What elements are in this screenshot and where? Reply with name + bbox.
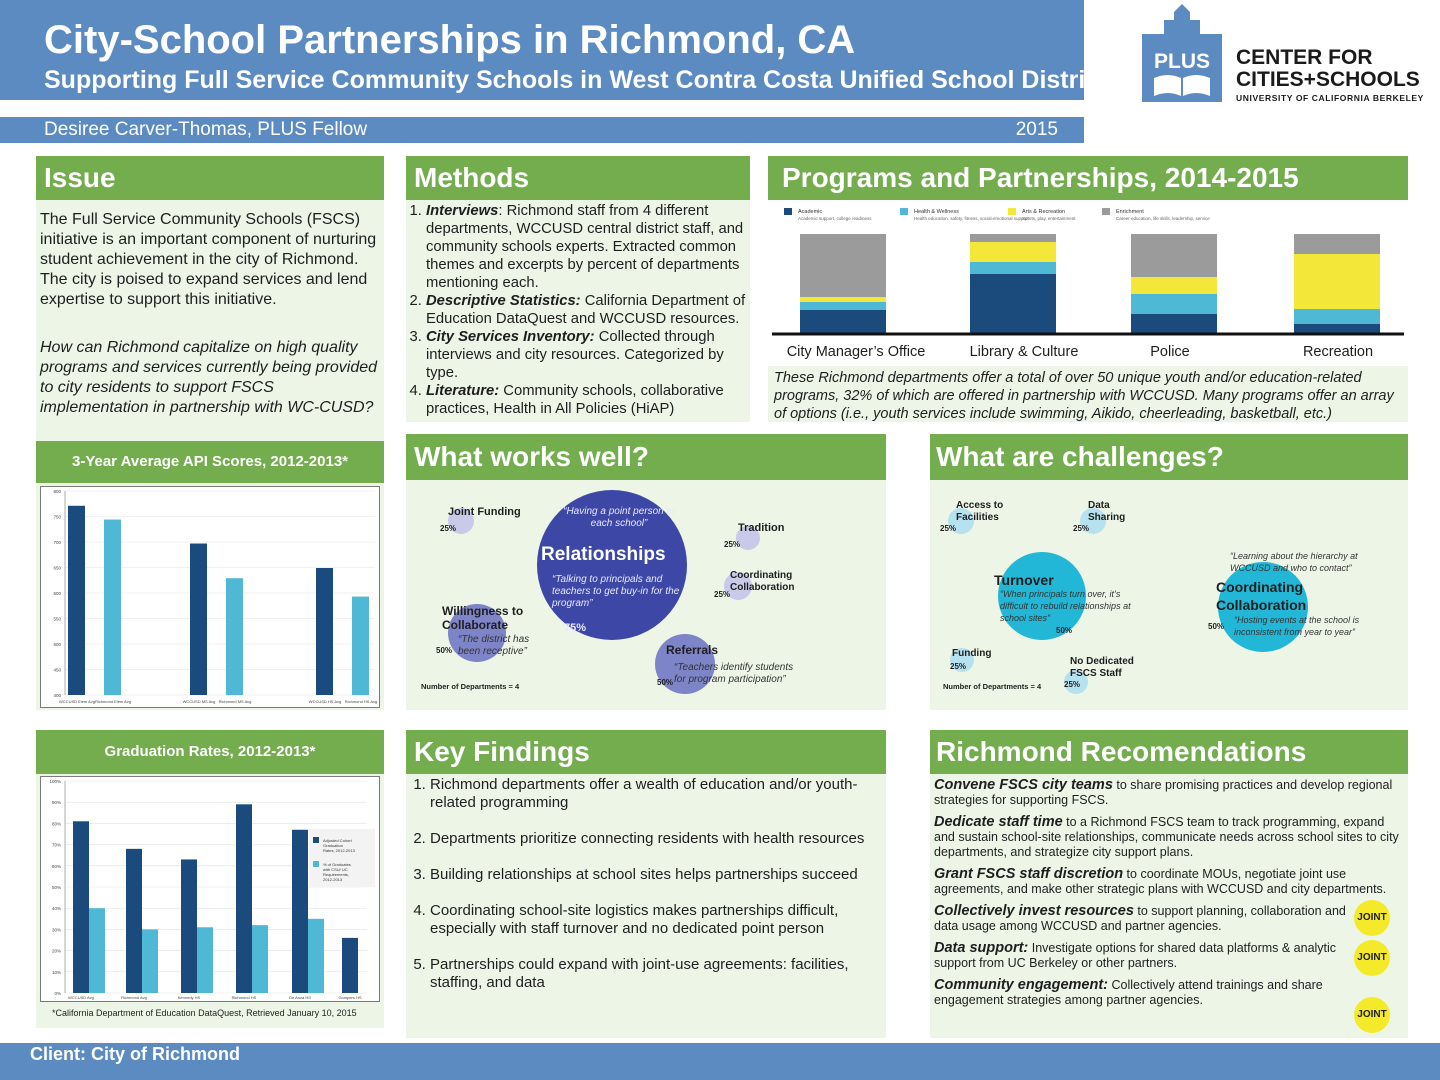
- stacked-bar-segment: [970, 274, 1056, 334]
- issue-heading: Issue: [44, 162, 116, 193]
- y-tick-label: 40%: [51, 906, 61, 912]
- turnover-quote: “When principals turn over, it’s difficult to rebuild relationships at school sites”: [1000, 589, 1131, 623]
- legend-label: % of Graduates with CSU/ UC Requirements, 2012-2013: [323, 862, 351, 882]
- category-label: Recreation: [1302, 344, 1374, 360]
- issue-heading-bar: [36, 156, 384, 200]
- x-tick-label: Richmond Avg: [121, 995, 147, 1000]
- stacked-bar-segment: [1294, 254, 1380, 309]
- stacked-bar-segment: [800, 302, 886, 310]
- api-bar: [104, 520, 121, 695]
- recommendations-panel: [930, 730, 1408, 1038]
- x-tick-label: Richmond HS Avg: [344, 699, 378, 704]
- y-tick-label: 50%: [51, 885, 61, 890]
- key-findings-list: [412, 776, 882, 992]
- stacked-bar-segment: [800, 234, 886, 297]
- api-bar: [352, 597, 369, 695]
- legend-desc: Academic support, college readiness: [798, 216, 872, 221]
- coordinating-challenge-quote2: “Hosting events at the school is inconsistent from year to year”: [1234, 615, 1360, 637]
- challenges-count: Number of Departments = 4: [943, 682, 1042, 691]
- methods-heading: Methods: [414, 162, 530, 193]
- legend-swatch: [1102, 208, 1110, 215]
- joint-badge: JOINT: [1354, 997, 1390, 1033]
- legend-swatch: [1008, 208, 1016, 215]
- stacked-bar-segment: [800, 297, 886, 302]
- willingness-quote: “The district has been receptive”: [458, 634, 530, 657]
- y-tick-label: 500: [53, 642, 61, 647]
- y-tick-label: 90%: [51, 800, 61, 806]
- y-tick-label: 60%: [51, 863, 61, 869]
- referrals-quote: “Teachers identify students for program participation”: [674, 662, 794, 685]
- finding-item: 1. Richmond departments offer a wealth of education and/or youth-related programming: [430, 776, 882, 812]
- tradition-label: Tradition: [738, 522, 785, 534]
- legend-desc: Career education, life skills, leadership, service: [1116, 216, 1210, 221]
- api-bar: [68, 506, 85, 695]
- finding-item: 5. Partnerships could expand with joint-use agreements: facilities, staffing, and data: [430, 956, 882, 992]
- key-findings-heading-bar: [406, 730, 886, 774]
- grad-bar: [181, 859, 197, 993]
- grad-bar: [89, 908, 105, 993]
- willingness-pct: 50%: [436, 646, 453, 655]
- no-staff-label: No Dedicated FSCS Staff: [1070, 656, 1134, 679]
- recommendation-item: Dedicate staff time to a Richmond FSCS team to track programming, expand and sustain school-site relationships, communicate needs across school sites to city departments, and strategize city support plans.: [934, 814, 1399, 859]
- coordinating-pct: 25%: [714, 590, 731, 599]
- stacked-bar-segment: [970, 242, 1056, 262]
- programs-panel: [768, 156, 1408, 422]
- finding-item: 3. Building relationships at school sites helps partnerships succeed: [430, 866, 882, 884]
- api-chart: [40, 486, 380, 708]
- grad-bar: [292, 830, 308, 993]
- legend-swatch: [313, 861, 319, 867]
- joint-badge: JOINT: [1354, 900, 1390, 936]
- referrals-label: Referrals: [666, 643, 719, 657]
- y-tick-label: 100%: [49, 779, 61, 784]
- category-label: Library & Culture: [969, 344, 1079, 360]
- relationships-label: Relationships: [541, 544, 666, 565]
- no-staff-pct: 25%: [1064, 680, 1081, 689]
- grad-bar: [236, 804, 252, 993]
- what-works-bubbles: [406, 480, 886, 710]
- category-label: City Manager’s Office: [786, 344, 926, 360]
- recommendation-item: Convene FSCS city teams to share promising practices and develop regional strategies for supporting FSCS.: [934, 777, 1393, 807]
- page-title: City-School Partnerships in Richmond, CA: [44, 18, 856, 62]
- turnover-label: Turnover: [994, 572, 1054, 588]
- poster-year: 2015: [1015, 119, 1058, 140]
- methods-item: 4. Literature: Community schools, collaborative practices, Health in All Policies (HiAP): [426, 382, 748, 418]
- x-tick-label: Richmond Elem Avg: [95, 699, 131, 704]
- relationships-pct: 75%: [564, 622, 587, 634]
- challenges-bubbles: [930, 480, 1408, 710]
- legend-swatch: [784, 208, 792, 215]
- joint-funding-label: Joint Funding: [448, 506, 521, 518]
- programs-chart-svg: [768, 200, 1408, 366]
- page-subtitle: Supporting Full Service Community Schools in West Contra Costa Unified School District: [44, 66, 1108, 94]
- y-tick-label: 80%: [51, 821, 61, 827]
- plus-house-icon: [1140, 4, 1224, 102]
- x-tick-label: WCCUSD MS Avg: [182, 699, 216, 704]
- logo-line3: UNIVERSITY OF CALIFORNIA BERKELEY: [1236, 93, 1424, 103]
- y-tick-label: 750: [53, 514, 61, 520]
- api-bar: [190, 544, 207, 695]
- legend-desc: Sports, play, entertainment: [1022, 216, 1076, 221]
- stacked-bar-segment: [1131, 277, 1217, 294]
- relationships-quote1: “Having a point person at each school”: [563, 506, 675, 529]
- programs-note: These Richmond departments offer a total of over 50 unique youth and/or education-related programs, 32% of which are offered in partnership with WCCUSD. Many programs offer an array of options (i.e., youth services include swimming, Aikido, cheerleading, basketball, etc.): [774, 370, 1394, 422]
- api-bar: [316, 568, 333, 695]
- legend-label: Health & Wellness: [914, 209, 959, 215]
- y-tick-label: 10%: [51, 969, 61, 975]
- joint-badge: JOINT: [1354, 940, 1390, 976]
- recommendations-heading-bar: [930, 730, 1408, 774]
- methods-item: 2. Descriptive Statistics: California Department of Education DataQuest and WCCUSD resources.: [426, 292, 748, 328]
- y-tick-label: 30%: [51, 927, 61, 933]
- grad-bar: [197, 927, 213, 993]
- category-label: Police: [1150, 344, 1190, 360]
- recommendation-item: Data support: Investigate options for shared data platforms & analytic support from UC Berkeley or other partners.: [934, 940, 1337, 970]
- recommendations-heading: Richmond Recomendations: [936, 736, 1307, 767]
- access-pct: 25%: [940, 524, 957, 533]
- data-sharing-label: Data Sharing: [1088, 500, 1126, 523]
- grad-bar: [73, 821, 89, 993]
- finding-item: 4. Coordinating school-site logistics makes partnerships difficult, especially with staff turnover and no dedicated point person: [430, 902, 882, 938]
- issue-panel: [36, 156, 384, 710]
- funding-pct: 25%: [950, 662, 967, 671]
- coordinating-challenge-pct: 50%: [1208, 622, 1225, 631]
- x-tick-label: WCCUSD Avg: [68, 995, 94, 1000]
- legend-swatch: [313, 837, 319, 843]
- api-bar: [226, 578, 243, 695]
- grad-panel: [36, 730, 384, 1028]
- tradition-pct: 25%: [724, 540, 741, 549]
- x-tick-label: Richmond MS Avg: [218, 699, 252, 704]
- stacked-bar-segment: [1294, 309, 1380, 324]
- methods-item: 3. City Services Inventory: Collected through interviews and city resources. Categorized by type.: [426, 328, 748, 382]
- finding-item: 2. Departments prioritize connecting residents with health resources: [430, 830, 882, 848]
- y-tick-label: 0%: [54, 991, 61, 996]
- methods-panel: [406, 156, 750, 422]
- funding-label: Funding: [952, 648, 992, 659]
- recommendation-item: Community engagement: Collectively attend trainings and share engagement strategies among partner agencies.: [934, 977, 1323, 1007]
- grad-bar: [142, 929, 158, 993]
- y-tick-label: 400: [53, 693, 61, 698]
- y-tick-label: 20%: [51, 948, 61, 954]
- legend-desc: Health education, safety, fitness, social-emotional support: [914, 216, 1029, 221]
- willingness-label: Willingness to Collaborate: [442, 604, 524, 632]
- programs-heading-bar: [768, 156, 1408, 200]
- stacked-bar-segment: [800, 310, 886, 334]
- y-tick-label: 450: [53, 667, 61, 673]
- legend-label: Academic: [798, 209, 823, 215]
- issue-paragraph: The Full Service Community Schools (FSCS) initiative is an important component of nurturing student achievement in the city of Richmond. The city is poised to expand services and lend expertise to support this initiative.: [40, 211, 377, 308]
- stacked-bar-segment: [970, 262, 1056, 274]
- recommendation-item: Grant FSCS staff discretion to coordinate MOUs, negotiate joint use agreements, and make other strategic plans with WCCUSD and city departments.: [934, 866, 1387, 896]
- data-sharing-pct: 25%: [1073, 524, 1090, 533]
- challenges-heading: What are challenges?: [936, 441, 1224, 472]
- grad-chart-heading: Graduation Rates, 2012-2013*: [36, 730, 384, 774]
- stacked-bar-segment: [970, 234, 1056, 242]
- grad-footnote: *California Department of Education DataQuest, Retrieved January 10, 2015: [52, 1008, 357, 1018]
- stacked-bar-segment: [1131, 314, 1217, 334]
- y-tick-label: 800: [53, 489, 61, 494]
- access-label: Access to Facilities: [956, 500, 1004, 523]
- stacked-bar-segment: [1131, 234, 1217, 277]
- x-tick-label: Richmond HS: [231, 995, 257, 1000]
- x-tick-label: De Anza HS: [289, 995, 311, 1000]
- author-name: Desiree Carver-Thomas, PLUS Fellow: [44, 119, 368, 140]
- key-findings-heading: Key Findings: [414, 736, 590, 767]
- x-tick-label: WCCUSD Elem Avg: [59, 699, 95, 704]
- stacked-bar-segment: [1294, 234, 1380, 254]
- challenges-heading-bar: [930, 434, 1408, 480]
- programs-heading: Programs and Partnerships, 2014-2015: [782, 162, 1299, 193]
- y-tick-label: 650: [53, 565, 61, 571]
- key-findings-panel: [406, 730, 886, 1038]
- center-logo: [1140, 4, 1430, 104]
- y-tick-label: 550: [53, 616, 61, 622]
- methods-heading-bar: [406, 156, 750, 200]
- api-chart-heading: 3-Year Average API Scores, 2012-2013*: [36, 441, 384, 483]
- turnover-pct: 50%: [1056, 626, 1073, 635]
- methods-list: [408, 202, 748, 418]
- x-tick-label: WCCUSD HS Avg: [308, 699, 342, 704]
- footer-client: Client: City of Richmond: [30, 1044, 240, 1064]
- what-works-count: Number of Departments = 4: [421, 682, 520, 691]
- y-tick-label: 70%: [51, 842, 61, 848]
- grad-bar: [126, 849, 142, 993]
- grad-bar: [252, 925, 268, 993]
- programs-chart: [768, 200, 1408, 366]
- coordinating-challenge-label: Coordinating Collaboration: [1216, 579, 1307, 613]
- methods-item: 1. Interviews: Richmond staff from 4 different departments, WCCUSD central district staff, and community schools experts. Extracted common themes and excerpts by percent of departments mentioning each.: [426, 202, 748, 292]
- what-works-heading-bar: [406, 434, 886, 480]
- issue-question: How can Richmond capitalize on high quality programs and services currently being provided to city residents to support FSCS implementation in partnership with WC-CUSD?: [40, 339, 378, 416]
- logo-line2: CITIES+SCHOOLS: [1236, 68, 1420, 91]
- y-tick-label: 700: [53, 540, 61, 545]
- coordinating-label: Coordinating Collaboration: [730, 570, 795, 593]
- api-chart-svg: [41, 487, 379, 707]
- author-bar: [0, 117, 1084, 143]
- what-works-heading: What works well?: [414, 441, 649, 472]
- grad-bar: [308, 919, 324, 993]
- referrals-pct: 50%: [657, 678, 674, 687]
- legend-swatch: [900, 208, 908, 215]
- logo-badge: PLUS: [1153, 50, 1211, 73]
- grad-bar: [342, 938, 358, 993]
- challenges-panel: [930, 434, 1408, 710]
- y-tick-label: 600: [53, 591, 61, 596]
- x-tick-label: Gompers HS: [338, 995, 362, 1000]
- legend-label: Adjusted Cohort Graduation Rates, 2012-2013: [323, 838, 355, 853]
- recommendation-item: Collectively invest resources to support planning, collaboration and data usage among WCCUSD and partner agencies.: [934, 903, 1346, 933]
- x-tick-label: Kennedy HS: [177, 995, 201, 1000]
- joint-funding-pct: 25%: [440, 524, 457, 533]
- coordinating-challenge-quote1: “Learning about the hierarchy at WCCUSD and who to contact”: [1230, 551, 1358, 573]
- legend-label: Enrichment: [1116, 209, 1144, 215]
- logo-line1: CENTER FOR: [1236, 46, 1373, 69]
- stacked-bar-segment: [1131, 294, 1217, 314]
- relationships-quote2: “Talking to principals and teachers to get buy-in for the program”: [552, 574, 680, 609]
- legend-label: Arts & Recreation: [1022, 209, 1066, 215]
- grad-chart: [40, 776, 380, 1002]
- grad-chart-svg: [41, 777, 379, 1001]
- what-works-panel: [406, 434, 886, 710]
